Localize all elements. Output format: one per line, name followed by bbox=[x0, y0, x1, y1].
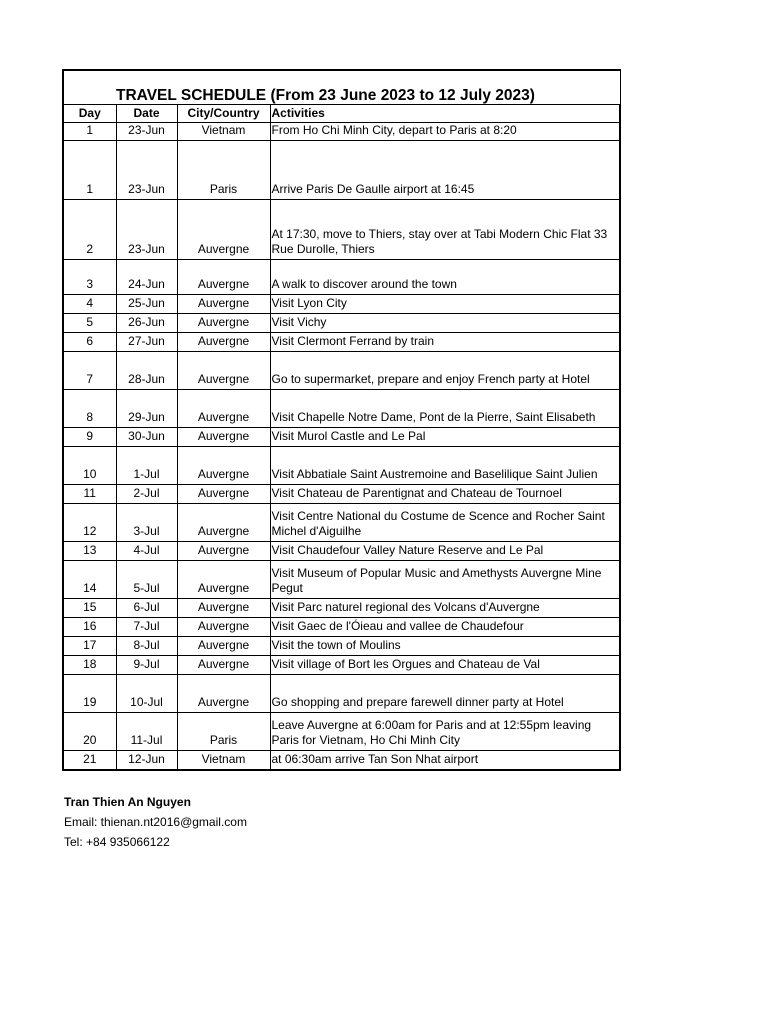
cell-city: Auvergne bbox=[177, 656, 270, 675]
cell-activity: Visit the town of Moulins bbox=[270, 637, 620, 656]
cell-activity: Visit Chateau de Parentignat and Chateau de Tournoel bbox=[270, 485, 620, 504]
table-row bbox=[63, 390, 620, 428]
table-row bbox=[63, 542, 620, 561]
cell-date: 1-Jul bbox=[116, 447, 177, 485]
cell-day: 1 bbox=[63, 141, 116, 200]
cell-date: 11-Jul bbox=[116, 713, 177, 751]
table-row bbox=[63, 314, 620, 333]
cell-city: Auvergne bbox=[177, 637, 270, 656]
cell-activity: Visit Chapelle Notre Dame, Pont de la Pierre, Saint Elisabeth bbox=[270, 390, 620, 428]
travel-schedule-table bbox=[62, 69, 621, 771]
cell-city: Auvergne bbox=[177, 504, 270, 542]
cell-date: 10-Jul bbox=[116, 675, 177, 713]
table-row bbox=[63, 260, 620, 295]
cell-activity: Arrive Paris De Gaulle airport at 16:45 bbox=[270, 141, 620, 200]
cell-activity: Leave Auvergne at 6:00am for Paris and at 12:55pm leaving Paris for Vietnam, Ho Chi Minh City bbox=[270, 713, 620, 751]
cell-city: Auvergne bbox=[177, 352, 270, 390]
cell-date: 4-Jul bbox=[116, 542, 177, 561]
cell-date: 8-Jul bbox=[116, 637, 177, 656]
cell-date: 9-Jul bbox=[116, 656, 177, 675]
header-city: City/Country bbox=[177, 105, 270, 123]
cell-city: Auvergne bbox=[177, 333, 270, 352]
cell-day: 5 bbox=[63, 314, 116, 333]
cell-city: Auvergne bbox=[177, 561, 270, 599]
cell-activity: Visit Abbatiale Saint Austremoine and Baselilique Saint Julien bbox=[270, 447, 620, 485]
cell-activity: Go shopping and prepare farewell dinner party at Hotel bbox=[270, 675, 620, 713]
table-row bbox=[63, 447, 620, 485]
cell-date: 26-Jun bbox=[116, 314, 177, 333]
cell-day: 12 bbox=[63, 504, 116, 542]
cell-day: 1 bbox=[63, 123, 116, 141]
cell-day: 17 bbox=[63, 637, 116, 656]
cell-date: 12-Jun bbox=[116, 751, 177, 771]
table-row bbox=[63, 123, 620, 141]
header-day: Day bbox=[63, 105, 116, 123]
cell-date: 7-Jul bbox=[116, 618, 177, 637]
table-row bbox=[63, 751, 620, 771]
contact-tel: Tel: +84 935066122 bbox=[64, 835, 170, 849]
cell-date: 3-Jul bbox=[116, 504, 177, 542]
header-row bbox=[63, 105, 620, 123]
schedule-body bbox=[63, 70, 620, 770]
cell-day: 21 bbox=[63, 751, 116, 771]
cell-day: 9 bbox=[63, 428, 116, 447]
table-row bbox=[63, 428, 620, 447]
header-date: Date bbox=[116, 105, 177, 123]
cell-day: 13 bbox=[63, 542, 116, 561]
cell-activity: Visit Murol Castle and Le Pal bbox=[270, 428, 620, 447]
cell-date: 5-Jul bbox=[116, 561, 177, 599]
cell-activity: Visit Gaec de l'Óieau and vallee de Chaudefour bbox=[270, 618, 620, 637]
cell-city: Auvergne bbox=[177, 485, 270, 504]
cell-city: Auvergne bbox=[177, 260, 270, 295]
cell-city: Auvergne bbox=[177, 200, 270, 260]
cell-activity: Visit Parc naturel regional des Volcans d'Auvergne bbox=[270, 599, 620, 618]
cell-date: 6-Jul bbox=[116, 599, 177, 618]
cell-city: Auvergne bbox=[177, 542, 270, 561]
cell-date: 25-Jun bbox=[116, 295, 177, 314]
cell-date: 24-Jun bbox=[116, 260, 177, 295]
cell-day: 19 bbox=[63, 675, 116, 713]
cell-date: 29-Jun bbox=[116, 390, 177, 428]
table-row bbox=[63, 200, 620, 260]
table-row bbox=[63, 352, 620, 390]
contact-name: Tran Thien An Nguyen bbox=[64, 795, 191, 809]
table-row bbox=[63, 141, 620, 200]
cell-day: 2 bbox=[63, 200, 116, 260]
cell-day: 6 bbox=[63, 333, 116, 352]
cell-day: 11 bbox=[63, 485, 116, 504]
cell-day: 14 bbox=[63, 561, 116, 599]
cell-activity: At 17:30, move to Thiers, stay over at Tabi Modern Chic Flat 33 Rue Durolle, Thiers bbox=[270, 200, 620, 260]
table-row bbox=[63, 504, 620, 542]
cell-activity: Visit Clermont Ferrand by train bbox=[270, 333, 620, 352]
cell-city: Auvergne bbox=[177, 428, 270, 447]
cell-city: Auvergne bbox=[177, 314, 270, 333]
cell-date: 30-Jun bbox=[116, 428, 177, 447]
table-row bbox=[63, 599, 620, 618]
cell-activity: A walk to discover around the town bbox=[270, 260, 620, 295]
table-row bbox=[63, 713, 620, 751]
cell-date: 27-Jun bbox=[116, 333, 177, 352]
cell-activity: at 06:30am arrive Tan Son Nhat airport bbox=[270, 751, 620, 771]
cell-day: 3 bbox=[63, 260, 116, 295]
cell-city: Paris bbox=[177, 713, 270, 751]
cell-activity: Go to supermarket, prepare and enjoy French party at Hotel bbox=[270, 352, 620, 390]
cell-city: Paris bbox=[177, 141, 270, 200]
cell-date: 23-Jun bbox=[116, 200, 177, 260]
cell-activity: Visit village of Bort les Orgues and Chateau de Val bbox=[270, 656, 620, 675]
cell-activity: Visit Lyon City bbox=[270, 295, 620, 314]
cell-activity: Visit Chaudefour Valley Nature Reserve and Le Pal bbox=[270, 542, 620, 561]
cell-activity: From Ho Chi Minh City, depart to Paris at 8:20 bbox=[270, 123, 620, 141]
cell-activity: Visit Centre National du Costume de Scence and Rocher Saint Michel d'Aiguilhe bbox=[270, 504, 620, 542]
cell-day: 18 bbox=[63, 656, 116, 675]
cell-day: 20 bbox=[63, 713, 116, 751]
cell-activity: Visit Museum of Popular Music and Amethysts Auvergne Mine Pegut bbox=[270, 561, 620, 599]
schedule-title: TRAVEL SCHEDULE (From 23 June 2023 to 12 July 2023) bbox=[63, 70, 620, 105]
title-row bbox=[63, 70, 620, 105]
table-row bbox=[63, 637, 620, 656]
cell-city: Auvergne bbox=[177, 618, 270, 637]
table-row bbox=[63, 675, 620, 713]
cell-day: 15 bbox=[63, 599, 116, 618]
contact-block bbox=[64, 792, 247, 852]
cell-activity: Visit Vichy bbox=[270, 314, 620, 333]
table-row bbox=[63, 656, 620, 675]
cell-date: 2-Jul bbox=[116, 485, 177, 504]
cell-city: Auvergne bbox=[177, 390, 270, 428]
cell-city: Auvergne bbox=[177, 295, 270, 314]
table-row bbox=[63, 333, 620, 352]
cell-city: Auvergne bbox=[177, 675, 270, 713]
table-row bbox=[63, 618, 620, 637]
table-row bbox=[63, 561, 620, 599]
cell-day: 16 bbox=[63, 618, 116, 637]
cell-day: 7 bbox=[63, 352, 116, 390]
cell-day: 10 bbox=[63, 447, 116, 485]
contact-email: Email: thienan.nt2016@gmail.com bbox=[64, 815, 247, 829]
cell-city: Vietnam bbox=[177, 123, 270, 141]
cell-date: 23-Jun bbox=[116, 123, 177, 141]
cell-date: 28-Jun bbox=[116, 352, 177, 390]
table-row bbox=[63, 295, 620, 314]
cell-city: Auvergne bbox=[177, 599, 270, 618]
cell-day: 4 bbox=[63, 295, 116, 314]
cell-city: Vietnam bbox=[177, 751, 270, 771]
cell-city: Auvergne bbox=[177, 447, 270, 485]
table-row bbox=[63, 485, 620, 504]
header-activities: Activities bbox=[270, 105, 620, 123]
cell-day: 8 bbox=[63, 390, 116, 428]
cell-date: 23-Jun bbox=[116, 141, 177, 200]
